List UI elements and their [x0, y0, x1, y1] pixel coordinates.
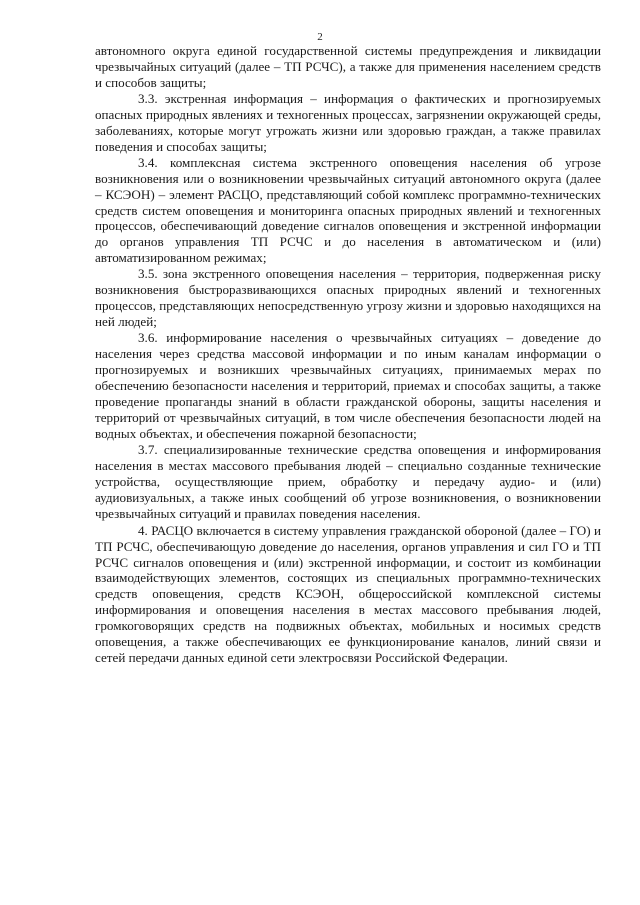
paragraph-item-3-4: 3.4. комплексная система экстренного оповещения населения об угрозе возникновения или о возникновении чрезвычайных ситуаций автономного округа (далее – КСЭОН) – элемент РАСЦО, представляющий собой комплекс программно-технических средств систем оповещения и мониторинга опасных природных явлений и техногенных процессов, обеспечивающий доведение сигналов оповещения и экстренной информации до органов управления ТП РСЧС и до населения в автоматическом и (или) автоматизированном режимах; [95, 154, 601, 266]
paragraph-item-3-3: 3.3. экстренная информация – информация о фактических и прогнозируемых опасных природных явлениях и техногенных процессах, загрязнении окружающей среды, заболеваниях, которые могут угрожать жизни или здоровью граждан, а также правилах поведения и способах защиты; [95, 90, 601, 154]
paragraph-item-3-5: 3.5. зона экстренного оповещения населения – территория, подверженная риску возникновения быстроразвивающихся опасных природных явлений и техногенных процессов, представляющих непосредственную угрозу жизни и здоровью находящихся на ней людей; [95, 266, 601, 330]
page-number: 2 [317, 31, 323, 43]
document-body [95, 43, 601, 666]
paragraph-item-4: 4. РАСЦО включается в систему управления гражданской обороной (далее – ГО) и ТП РСЧС, обеспечивающую доведение до населения, органов управления и сил ГО и ТП РСЧС сигналов оповещения и (или) экстренной информации, и состоит из комбинации взаимодействующих элементов, состоящих из специальных программно-технических средств оповещения, средств КСЭОН, общероссийской комплексной системы информирования и оповещения населения в местах массового пребывания людей, громкоговорящих средств на подвижных объектах, мобильных и носимых средств оповещения, а также обеспечивающих ее функционирование каналов, линий связи и сетей передачи данных единой сети электросвязи Российской Федерации. [95, 522, 601, 666]
paragraph-item-3-7: 3.7. специализированные технические средства оповещения и информирования населения в местах массового пребывания людей – специально созданные технические устройства, осуществляющие прием, обработку и передачу аудио- и (или) аудиовизуальных, а также иных сообщений об угрозе возникновения, о возникновении чрезвычайных ситуаций и правилах поведения населения. [95, 441, 601, 521]
paragraph-continuation: автономного округа единой государственной системы предупреждения и ликвидации чрезвычайных ситуаций (далее – ТП РСЧС), а также для применения населением средств и способов защиты; [95, 43, 601, 90]
paragraph-item-3-6: 3.6. информирование населения о чрезвычайных ситуациях – доведение до населения через средства массовой информации и по иным каналам информации о прогнозируемых и возникших чрезвычайных ситуациях, принимаемых мерах по обеспечению безопасности населения и территорий, приемах и способах защиты, а также проведение пропаганды знаний в области гражданской обороны, защиты населения и территорий от чрезвычайных ситуаций, в том числе обеспечения безопасности людей на водных объектах, и обеспечения пожарной безопасности; [95, 330, 601, 441]
